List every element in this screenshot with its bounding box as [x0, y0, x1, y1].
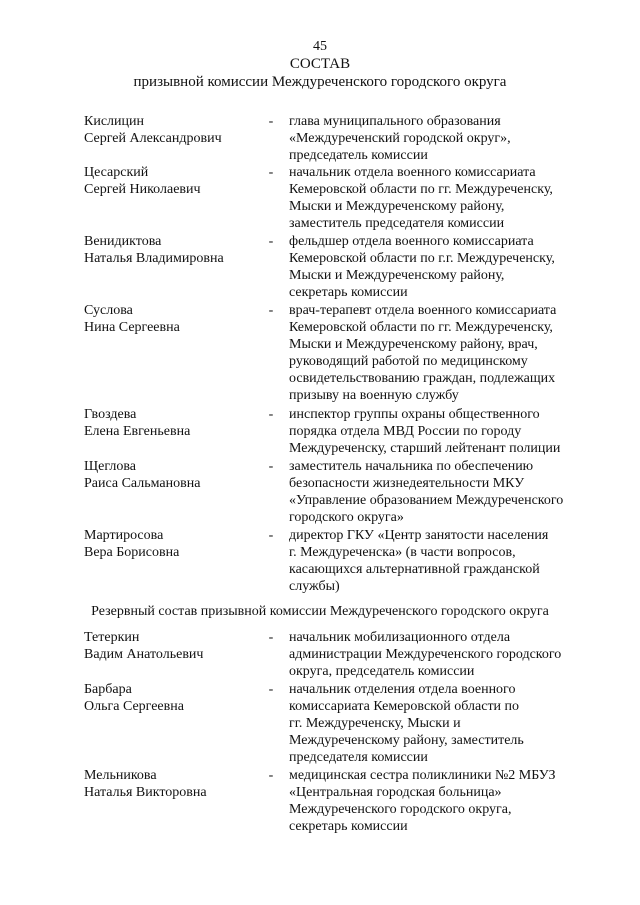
member-name: [84, 527, 262, 561]
dash-separator: -: [268, 768, 274, 783]
member-name-line: Раиса Сальмановна: [84, 476, 201, 491]
dash-separator: -: [268, 682, 274, 697]
member-role: [289, 527, 609, 595]
member-role-line: начальник мобилизационного отдела: [289, 630, 511, 645]
member-role-line: г. Междуреченска» (в части вопросов,: [289, 545, 516, 560]
member-name: [84, 767, 262, 801]
member-role-line: «Управление образованием Междуреченского: [289, 493, 564, 508]
member-role-line: освидетельствованию граждан, подлежащих: [289, 371, 556, 386]
member-name: [84, 458, 262, 492]
reserve-section-heading: Резервный состав призывной комиссии Междуреченского городского округа: [91, 604, 549, 619]
member-name: [84, 302, 262, 336]
member-role-line: Междуреченску, старший лейтенант полиции: [289, 441, 561, 456]
member-role-line: Кемеровской области по гг. Междуреченску,: [289, 320, 553, 335]
member-role: [289, 302, 609, 404]
member-role-line: гг. Междуреченску, Мыски и: [289, 716, 461, 731]
member-role-line: заместитель начальника по обеспечению: [289, 459, 534, 474]
member-role-line: администрации Междуреченского городского: [289, 647, 562, 662]
member-role-line: порядка отдела МВД России по городу: [289, 424, 522, 439]
member-role-line: секретарь комиссии: [289, 285, 408, 300]
member-role-line: начальник отдела военного комиссариата: [289, 165, 536, 180]
member-name-line: Вадим Анатольевич: [84, 647, 204, 662]
dash-separator: -: [268, 630, 274, 645]
member-role-line: касающихся альтернативной гражданской: [289, 562, 540, 577]
dash-separator: -: [268, 407, 274, 422]
member-role-line: округа, председатель комиссии: [289, 664, 475, 679]
member-role-line: Мыски и Междуреченскому району,: [289, 268, 505, 283]
page-number: 45: [313, 39, 327, 54]
member-name: [84, 164, 262, 198]
member-role-line: «Центральная городская больница»: [289, 785, 502, 800]
member-role-line: инспектор группы охраны общественного: [289, 407, 540, 422]
member-role: [289, 113, 609, 164]
document-subtitle: призывной комиссии Междуреченского городского округа: [133, 74, 507, 90]
member-role-line: безопасности жизнедеятельности МКУ: [289, 476, 525, 491]
member-role-line: Кемеровской области по г.г. Междуреченску,: [289, 251, 555, 266]
member-name-line: Сергей Александрович: [84, 131, 222, 146]
member-name-line: Тетеркин: [84, 630, 140, 645]
member-name-line: Суслова: [84, 303, 133, 318]
member-name-line: Нина Сергеевна: [84, 320, 180, 335]
member-role: [289, 681, 609, 766]
dash-separator: -: [268, 234, 274, 249]
member-name-line: Сергей Николаевич: [84, 182, 201, 197]
member-name-line: Наталья Викторовна: [84, 785, 207, 800]
member-role-line: службы): [289, 579, 340, 594]
member-role-line: секретарь комиссии: [289, 819, 408, 834]
member-name-line: Мартиросова: [84, 528, 164, 543]
member-role-line: медицинская сестра поликлиники №2 МБУЗ: [289, 768, 556, 783]
member-name-line: Барбара: [84, 682, 132, 697]
member-name: [84, 113, 262, 147]
member-role-line: руководящий работой по медицинскому: [289, 354, 528, 369]
member-role-line: заместитель председателя комиссии: [289, 216, 505, 231]
member-role-line: директор ГКУ «Центр занятости населения: [289, 528, 549, 543]
member-name-line: Гвоздева: [84, 407, 137, 422]
member-role-line: комиссариата Кемеровской области по: [289, 699, 520, 714]
member-role: [289, 164, 609, 232]
member-role-line: врач-терапевт отдела военного комиссариата: [289, 303, 557, 318]
member-name: [84, 629, 262, 663]
member-role-line: Междуреченскому району, заместитель: [289, 733, 524, 748]
member-role-line: Кемеровской области по гг. Междуреченску,: [289, 182, 553, 197]
member-role: [289, 629, 609, 680]
member-name-line: Кислицин: [84, 114, 144, 129]
member-role: [289, 767, 609, 835]
member-role-line: Мыски и Междуреченскому району, врач,: [289, 337, 538, 352]
member-role-line: «Междуреченский городской округ»,: [289, 131, 511, 146]
member-role-line: призыву на военную службу: [289, 388, 459, 403]
dash-separator: -: [268, 528, 274, 543]
member-role-line: городского округа»: [289, 510, 404, 525]
member-role-line: начальник отделения отдела военного: [289, 682, 516, 697]
member-name: [84, 681, 262, 715]
dash-separator: -: [268, 459, 274, 474]
member-name: [84, 406, 262, 440]
member-name-line: Венидиктова: [84, 234, 162, 249]
member-role-line: председателя комиссии: [289, 750, 428, 765]
member-name-line: Вера Борисовна: [84, 545, 180, 560]
member-role: [289, 233, 609, 301]
member-role-line: Мыски и Междуреченскому району,: [289, 199, 505, 214]
dash-separator: -: [268, 303, 274, 318]
member-name-line: Щеглова: [84, 459, 136, 474]
member-role-line: глава муниципального образования: [289, 114, 501, 129]
member-role-line: председатель комиссии: [289, 148, 428, 163]
dash-separator: -: [268, 165, 274, 180]
member-role-line: Междуреченского городского округа,: [289, 802, 512, 817]
member-role-line: фельдшер отдела военного комиссариата: [289, 234, 534, 249]
member-name-line: Ольга Сергеевна: [84, 699, 184, 714]
member-name-line: Мельникова: [84, 768, 157, 783]
member-name-line: Елена Евгеньевна: [84, 424, 191, 439]
member-role: [289, 406, 609, 457]
member-name-line: Наталья Владимировна: [84, 251, 224, 266]
document-title: СОСТАВ: [289, 56, 351, 72]
dash-separator: -: [268, 114, 274, 129]
member-name: [84, 233, 262, 267]
member-role: [289, 458, 609, 526]
member-name-line: Цесарский: [84, 165, 149, 180]
